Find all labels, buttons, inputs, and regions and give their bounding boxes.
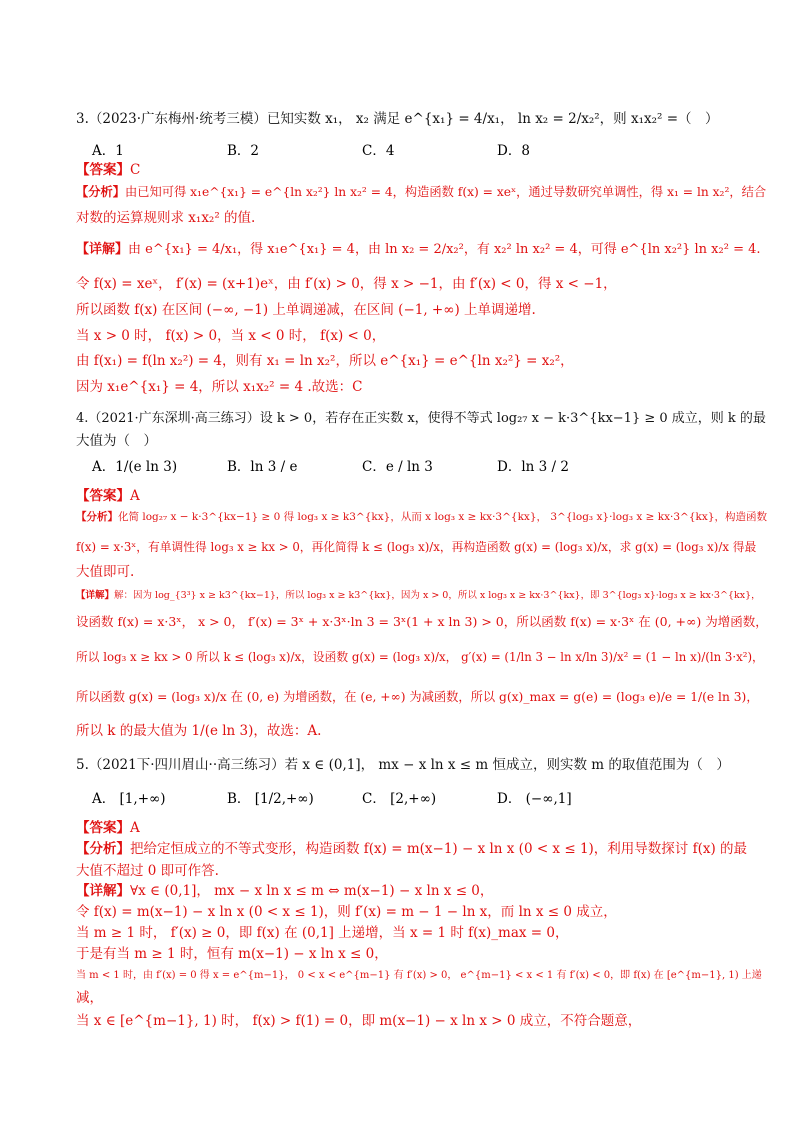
q4-analysis-1 — [76, 508, 768, 526]
q5-analysis-2: 大值不超过 0 即可作答. — [76, 863, 219, 879]
q5-answer-value: A — [130, 820, 140, 836]
q5-detail-text-1: ∀x ∈ (0,1]， mx − x ln x ≤ m ⇔ m(x−1) − x ln x ≤ 0， — [130, 883, 494, 899]
detail-label: 【详解】 — [76, 242, 129, 257]
q3-option-c: C．4 — [362, 143, 395, 159]
q4-detail-3: 所以 log₃ x ≥ kx > 0 所以 k ≤ (log₃ x)/x，设函数 g(x) = (log₃ x)/x， g′(x) = (1/ln 3 − ln x/ln 3)/x² = (1 − ln x)/(ln 3·x²)， — [76, 650, 764, 664]
q4-stem-2: 大值为（ ） — [76, 433, 157, 449]
q5-detail-6: 减， — [76, 990, 103, 1006]
q4-analysis-2: f(x) = x·3ˣ，有单调性得 log₃ x ≥ kx > 0，再化简得 k ≤ (log₃ x)/x，再构造函数 g(x) = (log₃ x)/x，求 g(x) = (log₃ x)/x 得最 — [76, 540, 757, 554]
q4-detail-1 — [76, 587, 761, 605]
q3-detail-3: 所以函数 f(x) 在区间 (−∞, −1) 上单调递减，在区间 (−1, +∞) 上单调递增. — [76, 302, 536, 318]
q5-detail-1 — [76, 882, 740, 900]
q3-option-d: D．8 — [497, 143, 530, 159]
analysis-label: 【分析】 — [76, 184, 125, 199]
q4-detail-5: 所以 k 的最大值为 1/(e ln 3)，故选：A. — [76, 723, 322, 739]
q3-detail-4: 当 x > 0 时， f(x) > 0，当 x < 0 时， f(x) < 0， — [76, 328, 386, 344]
q4-detail-text-1: 解：因为 log_{3³} x ≥ k3^{kx−1}，所以 log₃ x ≥ k3^{kx}，因为 x > 0，所以 x log₃ x ≥ kx·3^{kx}，即 3^{log₃ x}·log₃ x ≥ kx·3^{kx}， — [114, 590, 761, 601]
q4-analysis-text-1: 化简 log₂₇ x − k·3^{kx−1} ≥ 0 得 log₃ x ≥ k3^{kx}，从而 x log₃ x ≥ kx·3^{kx}， 3^{log₃ x}·log₃ x ≥ kx·3^{kx}，构造函数 — [118, 511, 768, 523]
q3-answer-value: C — [130, 162, 141, 178]
q4-option-c: C．e / ln 3 — [362, 459, 433, 475]
q3-analysis-1 — [76, 183, 767, 201]
detail-label: 【详解】 — [76, 883, 130, 899]
q3-detail-6: 因为 x₁e^{x₁} = 4，所以 x₁x₂² = 4 .故选：C — [76, 379, 363, 395]
q5-option-d: D． (−∞,1] — [497, 791, 572, 807]
q4-stem-1: 4.（2021·广东深圳·高三练习）设 k > 0，若存在正实数 x，使得不等式 log₂₇ x − k·3^{kx−1} ≥ 0 成立，则 k 的最 — [76, 411, 766, 426]
analysis-label: 【分析】 — [76, 511, 118, 523]
q3-detail-text-1: 由 e^{x₁} = 4/x₁，得 x₁e^{x₁} = 4，由 ln x₂ = 2/x₂²，有 x₂² ln x₂² = 4，可得 e^{ln x₂²} ln x₂² = 4. — [128, 242, 761, 257]
q4-answer — [76, 487, 740, 505]
q3-option-a: A．1 — [92, 143, 124, 159]
q5-detail-5: 当 m < 1 时，由 f′(x) = 0 得 x = e^{m−1}， 0 < x < e^{m−1} 有 f′(x) > 0， e^{m−1} < x < 1 有 f′(x) < 0，即 f(x) 在 [e^{m−1}, 1) 上递 — [76, 970, 762, 981]
q5-detail-7: 当 x ∈ [e^{m−1}, 1) 时， f(x) > f(1) = 0，即 m(x−1) − x ln x > 0 成立，不符合题意， — [76, 1013, 642, 1029]
q5-option-c: C． [2,+∞) — [362, 791, 437, 807]
q4-analysis-3: 大值即可. — [76, 564, 135, 580]
q5-detail-4: 于是有当 m ≥ 1 时，恒有 m(x−1) − x ln x ≤ 0， — [76, 946, 388, 962]
q5-options — [92, 790, 632, 808]
q5-detail-2: 令 f(x) = m(x−1) − x ln x (0 < x ≤ 1)，则 f′(x) = m − 1 − ln x，而 ln x ≤ 0 成立， — [76, 904, 617, 920]
q3-analysis-2: 对数的运算规则求 x₁x₂² 的值. — [76, 210, 256, 226]
q3-answer — [76, 161, 740, 179]
q5-stem: 5.（2021下·四川眉山··高三练习）若 x ∈ (0,1]， mx − x ln x ≤ m 恒成立，则实数 m 的取值范围为（ ） — [76, 757, 730, 773]
answer-label: 【答案】 — [76, 162, 130, 178]
q3-detail-2: 令 f(x) = xeˣ， f′(x) = (x+1)eˣ，由 f′(x) > 0，得 x > −1，由 f′(x) < 0，得 x < −1， — [76, 276, 617, 292]
q5-option-b: B． [1/2,+∞) — [227, 791, 314, 807]
detail-label: 【详解】 — [76, 590, 115, 601]
q4-option-a: A．1/(e ln 3) — [92, 459, 178, 475]
q4-option-b: B．ln 3 / e — [227, 459, 298, 475]
answer-label: 【答案】 — [76, 488, 130, 504]
analysis-label: 【分析】 — [76, 841, 130, 857]
q3-detail-5: 由 f(x₁) = f(ln x₂²) = 4，则有 x₁ = ln x₂²，所以 e^{x₁} = e^{ln x₂²} = x₂²， — [76, 353, 574, 369]
q4-detail-4: 所以函数 g(x) = (log₃ x)/x 在 (0, e) 为增函数，在 (e, +∞) 为减函数，所以 g(x)_max = g(e) = (log₃ e)/e = 1/(e ln 3)， — [76, 690, 759, 704]
q5-option-a: A． [1,+∞) — [92, 791, 166, 807]
q3-options — [92, 142, 632, 160]
q5-analysis-1 — [76, 840, 748, 858]
q4-options — [92, 458, 632, 476]
q5-detail-3: 当 m ≥ 1 时， f′(x) ≥ 0，即 f(x) 在 (0,1] 上递增，当 x = 1 时 f(x)_max = 0， — [76, 925, 569, 941]
q5-answer — [76, 819, 740, 837]
q3-detail-1 — [76, 241, 761, 259]
q4-answer-value: A — [130, 488, 140, 504]
q3-option-b: B．2 — [227, 143, 260, 159]
q4-option-d: D．ln 3 / 2 — [497, 459, 569, 475]
q4-detail-2: 设函数 f(x) = x·3ˣ， x > 0， f′(x) = 3ˣ + x·3ˣ·ln 3 = 3ˣ(1 + x ln 3) > 0，所以函数 f(x) = x·3ˣ 在 (0, +∞) 为增函数， — [76, 614, 768, 629]
q3-stem: 3.（2023·广东梅州·统考三模）已知实数 x₁， x₂ 满足 e^{x₁} = 4/x₁， ln x₂ = 2/x₂²，则 x₁x₂² =（ ） — [76, 111, 719, 127]
q3-analysis-text-1: 由已知可得 x₁e^{x₁} = e^{ln x₂²} ln x₂² = 4，构造函数 f(x) = xeˣ，通过导数研究单调性，得 x₁ = ln x₂²，结合 — [125, 185, 767, 199]
answer-label: 【答案】 — [76, 820, 130, 836]
q5-analysis-text-1: 把给定恒成立的不等式变形，构造函数 f(x) = m(x−1) − x ln x (0 < x ≤ 1)，利用导数探讨 f(x) 的最 — [130, 841, 748, 857]
